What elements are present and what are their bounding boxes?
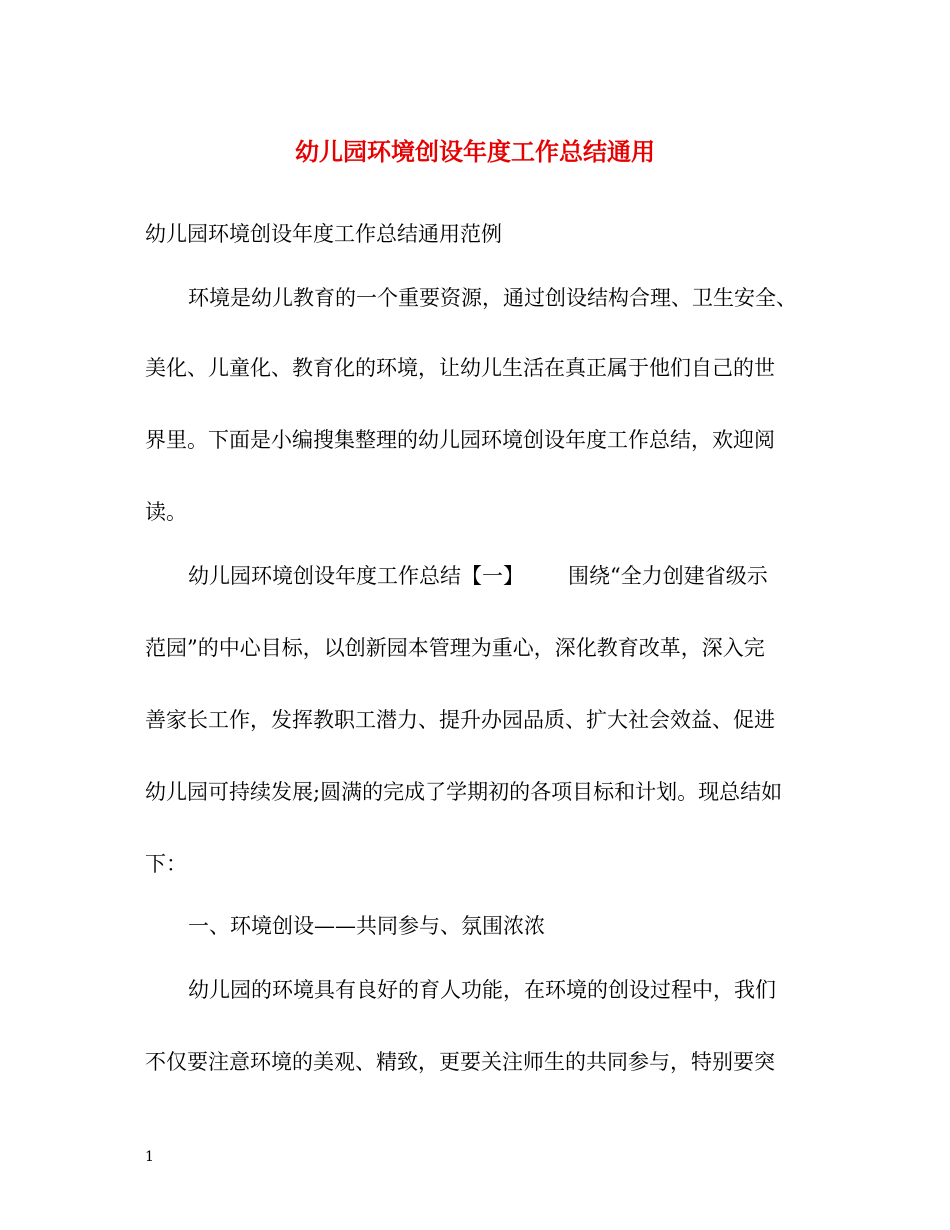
paragraph-line: 美化、儿童化、教育化的环境，让幼儿生活在真正属于他们自己的世 xyxy=(145,356,775,380)
section-heading-line xyxy=(188,562,768,590)
document-subtitle: 幼儿园环境创设年度工作总结通用范例 xyxy=(145,222,502,246)
section-heading: 幼儿园环境创设年度工作总结【一】 xyxy=(188,564,524,588)
paragraph-line: 读。 xyxy=(145,500,187,524)
paragraph-line: 幼儿园可持续发展;圆满的完成了学期初的各项目标和计划。现总结如 xyxy=(145,780,783,804)
paragraph-line: 善家长工作，发挥教职工潜力、提升办园品质、扩大社会效益、促进 xyxy=(145,708,775,732)
paragraph-line-rest: 围绕“全力创建省级示 xyxy=(568,564,768,588)
paragraph-line: 界里。下面是小编搜集整理的幼儿园环境创设年度工作总结，欢迎阅 xyxy=(145,428,775,452)
paragraph-line: 幼儿园的环境具有良好的育人功能，在环境的创设过程中，我们 xyxy=(188,978,776,1002)
document-title: 幼儿园环境创设年度工作总结通用 xyxy=(295,137,655,166)
paragraph-line: 下： xyxy=(145,852,187,876)
paragraph-line: 不仅要注意环境的美观、精致，更要关注师生的共同参与，特别要突 xyxy=(145,1050,775,1074)
section-heading: 一、环境创设——共同参与、氛围浓浓 xyxy=(188,914,545,938)
paragraph-line: 环境是幼儿教育的一个重要资源，通过创设结构合理、卫生安全、 xyxy=(188,286,797,310)
paragraph-line: 范园”的中心目标，以创新园本管理为重心，深化教育改革，深入完 xyxy=(145,636,765,660)
page-number: 1 xyxy=(145,1149,154,1165)
